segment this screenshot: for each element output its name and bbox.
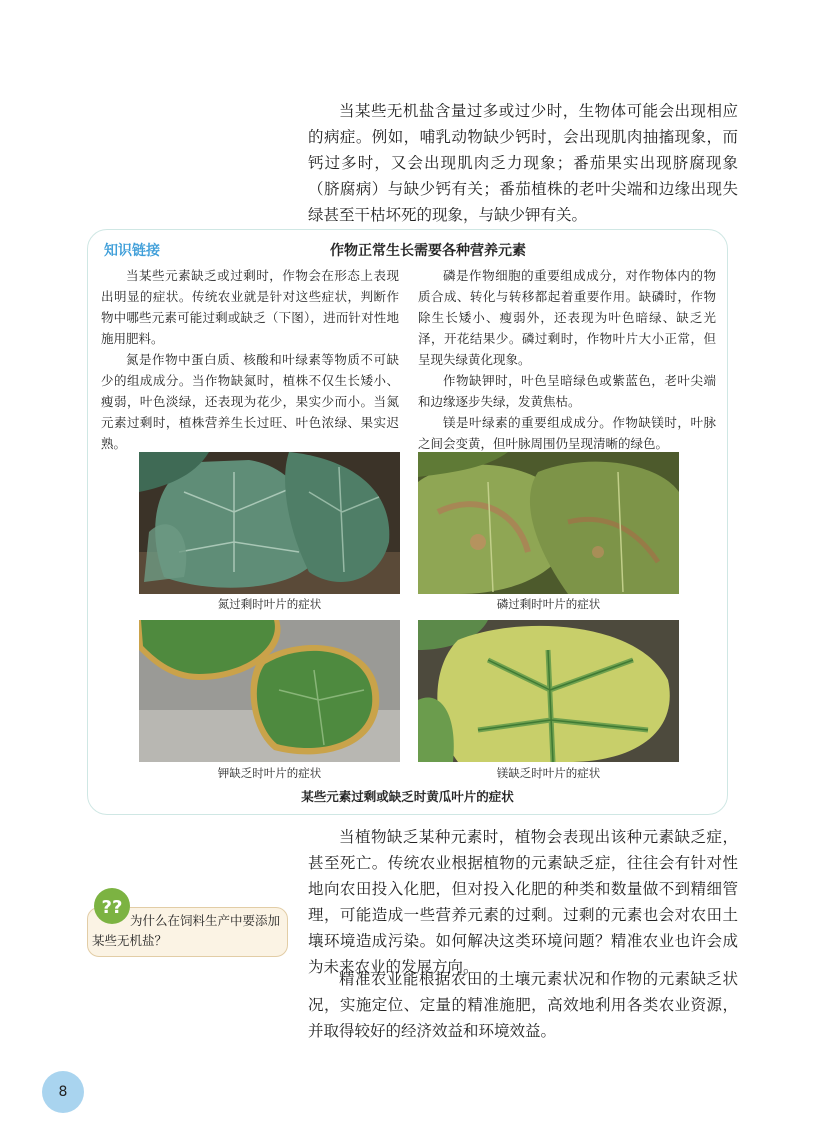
- photo-caption: 镁缺乏时叶片的症状: [496, 766, 601, 780]
- magnesium-deficiency-leaf-photo: [418, 620, 679, 762]
- figure-caption: 某些元素过剩或缺乏时黄瓜叶片的症状: [301, 789, 514, 804]
- photo-caption: 钾缺乏时叶片的症状: [217, 766, 322, 780]
- knowledge-paragraph: 氮是作物中蛋白质、核酸和叶绿素等物质不可缺少的组成成分。当作物缺氮时，植株不仅生长矮小、瘦弱，叶色淡绿，还表现为花少，果实少而小。当氮元素过剩时，植株营养生长过旺、叶色浓绿、果实迟熟。: [101, 352, 399, 451]
- phosphorus-excess-leaf-photo: [418, 452, 679, 594]
- intro-paragraph: 当某些无机盐含量过多或过少时，生物体可能会出现相应的病症。例如，哺乳动物缺少钙时，会出现肌肉抽搐现象，而钙过多时，又会出现肌肉乏力现象；番茄果实出现脐腐现象（脐腐病）与缺少钙有关；番茄植株的老叶尖端和边缘出现失绿甚至干枯坏死的现象，与缺少钾有关。: [308, 102, 738, 224]
- potassium-deficiency-leaf-photo: [139, 620, 400, 762]
- knowledge-right-column: [418, 265, 716, 454]
- page-number: 8: [42, 1071, 84, 1113]
- knowledge-link-tag: 知识链接: [104, 243, 160, 259]
- knowledge-box-title: 作物正常生长需要各种营养元素: [330, 243, 526, 259]
- knowledge-left-column: [101, 265, 399, 454]
- body-paragraph: 精准农业能根据农田的土壤元素状况和作物的元素缺乏状况，实施定位、定量的精准施肥，高效地利用各类农业资源，并取得较好的经济效益和环境效益。: [308, 970, 738, 1040]
- photo-caption: 氮过剩时叶片的症状: [217, 597, 322, 611]
- body-paragraph: 当植物缺乏某种元素时，植物会表现出该种元素缺乏症，甚至死亡。传统农业根据植物的元素缺乏症，往往会有针对性地向农田投入化肥，但对投入化肥的种类和数量做不到精细管理，可能造成一些营养元素的过剩。过剩的元素也会对农田土壤环境造成污染。如何解决这类环境问题？精准农业也许会成为未来农业的发展方向。: [308, 828, 738, 976]
- knowledge-paragraph: 磷是作物细胞的重要组成成分，对作物体内的物质合成、转化与转移都起着重要作用。缺磷时，作物除生长矮小、瘦弱外，还表现为叶色暗绿、缺乏光泽，开花结果少。磷过剩时，作物叶片大小正常，但呈现失绿黄化现象。: [418, 268, 716, 367]
- knowledge-paragraph: 作物缺钾时，叶色呈暗绿色或紫蓝色，老叶尖端和边缘逐步失绿，发黄焦枯。: [418, 373, 716, 409]
- knowledge-paragraph: 当某些元素缺乏或过剩时，作物会在形态上表现出明显的症状。传统农业就是针对这些症状，判断作物中哪些元素可能过剩或缺乏（下图），进而针对性地施用肥料。: [101, 268, 399, 346]
- question-text: 为什么在饲料生产中要添加某些无机盐？: [92, 913, 281, 948]
- nitrogen-excess-leaf-photo: [139, 452, 400, 594]
- photo-caption: 磷过剩时叶片的症状: [496, 597, 601, 611]
- knowledge-paragraph: 镁是叶绿素的重要组成成分。作物缺镁时，叶脉之间会变黄，但叶脉周围仍呈现清晰的绿色。: [418, 415, 716, 451]
- svg-text:??: ??: [101, 897, 123, 918]
